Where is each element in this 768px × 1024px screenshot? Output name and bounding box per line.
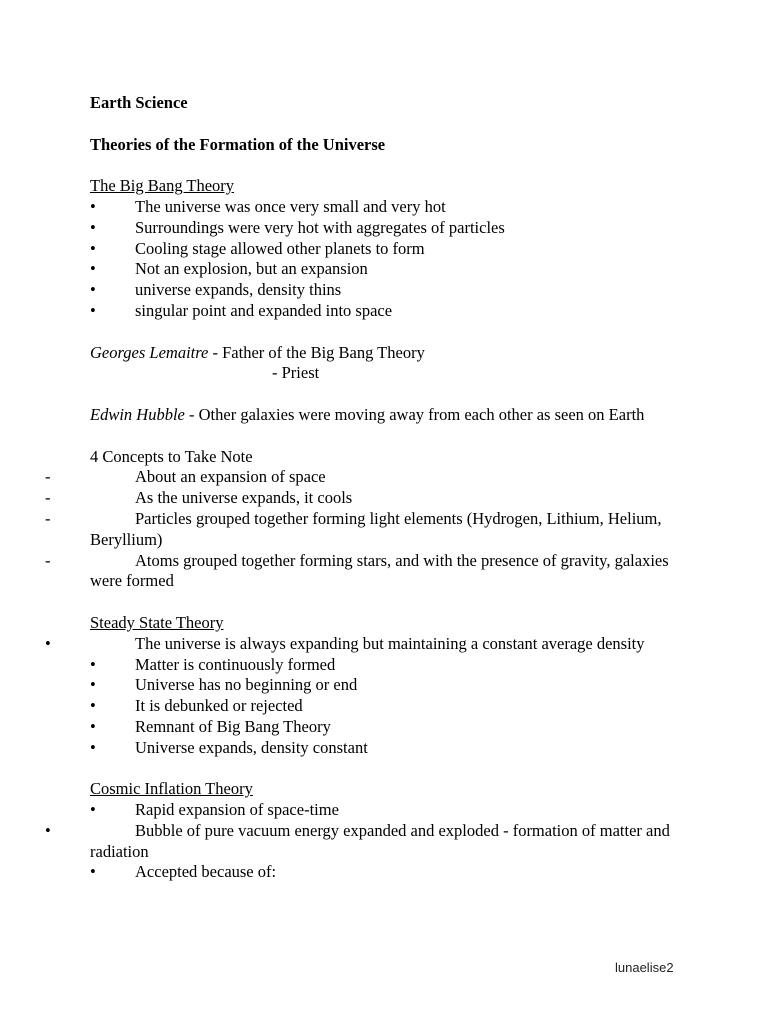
bullet-marker: • [90,654,96,674]
list-item: • Surroundings were very hot with aggregates of particles [90,217,505,237]
list-item: • Cooling stage allowed other planets to form [90,238,425,258]
bullet-marker: • [90,862,96,882]
list-item: • Not an explosion, but an expansion [90,259,368,279]
list-item: - About an expansion of space [45,467,326,487]
list-item: • The universe was once very small and very hot [90,196,446,216]
bullet-marker: • [90,696,96,716]
list-item: • Universe expands, density constant [90,737,368,757]
bullet-marker: • [90,217,96,237]
bullet-marker: • [90,675,96,695]
steady-state-section [45,612,690,759]
inflation-heading: Cosmic Inflation Theory [90,779,253,799]
document-page [45,93,690,883]
bullet-marker: • [90,800,96,820]
list-item: - Particles grouped together forming light elements (Hydrogen, Lithium, Helium, Beryllium) [45,508,662,549]
lemaitre-note [90,343,690,364]
lemaitre-name: Georges Lemaitre [90,342,209,362]
dash-marker: - [45,467,51,487]
bullet-marker: • [90,300,96,320]
inflation-section [45,779,690,883]
list-item: • Universe has no beginning or end [90,675,358,695]
list-item: • Rapid expansion of space-time [90,800,339,820]
subject-title: Earth Science [90,93,188,112]
uploader-credit: lunaelise2 [615,960,674,975]
bullet-marker: • [90,716,96,736]
bullet-marker: • [90,280,96,300]
list-item: - As the universe expands, it cools [45,488,353,508]
list-item: • Matter is continuously formed [90,654,336,674]
lemaitre-desc: - Father of the Big Bang Theory [208,342,425,362]
list-item: • singular point and expanded into space [90,300,393,320]
dash-marker: - [45,550,51,570]
bullet-marker: • [90,737,96,757]
big-bang-section [90,176,690,322]
list-item: • The universe is always expanding but maintaining a constant average density [45,633,645,653]
list-item: • Bubble of pure vacuum energy expanded and exploded - formation of matter and radiation [45,820,670,861]
list-item: • It is debunked or rejected [90,696,303,716]
hubble-desc: - Other galaxies were moving away from each other as seen on Earth [184,404,645,424]
concepts-heading: 4 Concepts to Take Note [90,446,253,466]
bullet-marker: • [45,633,51,653]
big-bang-heading: The Big Bang Theory [90,176,235,196]
hubble-note [90,405,690,426]
list-item: • Accepted because of: [90,862,277,882]
lemaitre-extra: - Priest [272,363,320,383]
list-item: - Atoms grouped together forming stars, and with the presence of gravity, galaxies were formed [45,550,669,591]
bullet-marker: • [90,259,96,279]
bullet-marker: • [45,820,51,840]
bullet-marker: • [90,196,96,216]
list-item: • Remnant of Big Bang Theory [90,716,331,736]
dash-marker: - [45,488,51,508]
steady-state-heading: Steady State Theory [90,612,224,632]
topic-title: Theories of the Formation of the Universe [90,134,386,154]
list-item: • universe expands, density thins [90,280,342,300]
hubble-name: Edwin Hubble [90,404,185,424]
dash-marker: - [45,508,51,528]
bullet-marker: • [90,238,96,258]
concepts-section [45,446,690,593]
